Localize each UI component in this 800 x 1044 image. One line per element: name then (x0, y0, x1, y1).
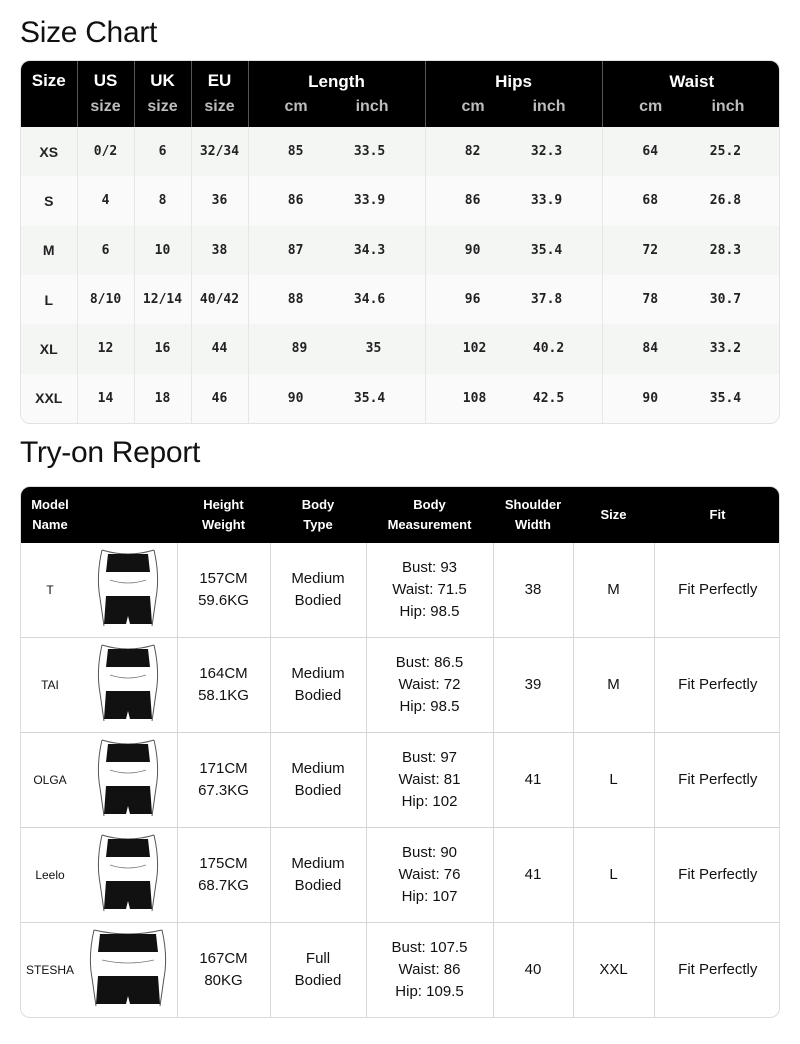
cell-height-weight (177, 637, 270, 732)
header-height-weight: Height Weight (201, 497, 246, 532)
length-cm: 88 (287, 292, 304, 308)
cell-waist (602, 127, 780, 176)
cell-uk: 16 (134, 324, 191, 373)
cell-eu: 36 (191, 176, 248, 225)
body-type-line-1: Medium (291, 664, 345, 682)
bust-value: Bust: 86.5 (395, 653, 464, 671)
hips-inch: 35.4 (530, 242, 563, 258)
bust-value: Bust: 90 (401, 843, 458, 861)
cell-uk: 10 (134, 226, 191, 275)
header-length: Length cm inch (248, 61, 425, 127)
cell-body-type (270, 922, 366, 1017)
waist-cm: 68 (642, 193, 659, 209)
body-figure-icon (88, 831, 168, 919)
length-cm: 86 (287, 193, 304, 209)
cell-model-name: OLGA (21, 732, 79, 827)
size-row (21, 324, 780, 373)
body-type-line-2: Bodied (294, 781, 342, 799)
header-us: US size (77, 61, 134, 127)
cell-size: L (573, 732, 654, 827)
waist-value: Waist: 71.5 (392, 580, 467, 598)
cell-eu: 44 (191, 324, 248, 373)
hip-value: Hip: 107 (401, 887, 458, 905)
hip-value: Hip: 98.5 (399, 697, 460, 715)
cell-size: M (21, 226, 77, 275)
cell-model-figure (79, 922, 177, 1017)
hips-inch: 37.8 (530, 292, 563, 308)
cell-us: 6 (77, 226, 134, 275)
cell-length (248, 374, 425, 423)
size-chart-table (20, 60, 780, 424)
header-fit: Fit (709, 507, 726, 522)
body-figure-icon (88, 641, 168, 729)
length-cm: 87 (287, 242, 304, 258)
length-inch: 34.3 (353, 242, 386, 258)
size-row (21, 127, 780, 176)
body-type-line-1: Medium (291, 759, 345, 777)
cell-body-measurement (366, 637, 493, 732)
hip-value: Hip: 102 (401, 792, 458, 810)
body-type-line-1: Full (305, 949, 331, 967)
tryon-report-table (20, 486, 780, 1018)
cell-eu: 32/34 (191, 127, 248, 176)
cell-fit: Fit Perfectly (654, 827, 780, 922)
length-inch: 35 (365, 341, 382, 357)
waist-value: Waist: 72 (398, 675, 461, 693)
waist-inch: 25.2 (709, 144, 742, 160)
size-row (21, 226, 780, 275)
cell-height-weight (177, 827, 270, 922)
body-type-line-2: Bodied (294, 971, 342, 989)
size-chart-header-row (21, 61, 780, 127)
tryon-header-row (21, 487, 780, 543)
cell-model-name: TAI (21, 637, 79, 732)
header-body-type: Body Type (301, 497, 335, 532)
cell-us: 4 (77, 176, 134, 225)
cell-length (248, 176, 425, 225)
cell-hips (425, 226, 602, 275)
weight-value: 58.1KG (198, 686, 249, 704)
tryon-row (21, 732, 780, 827)
body-type-line-1: Medium (291, 569, 345, 587)
waist-value: Waist: 86 (398, 960, 461, 978)
cell-height-weight (177, 732, 270, 827)
hips-inch: 40.2 (532, 341, 565, 357)
cell-model-name: Leelo (21, 827, 79, 922)
weight-value: 68.7KG (198, 876, 249, 894)
header-figure (79, 487, 177, 543)
waist-inch: 35.4 (709, 390, 742, 406)
waist-cm: 64 (642, 144, 659, 160)
cell-us: 8/10 (77, 275, 134, 324)
cell-uk: 8 (134, 176, 191, 225)
cell-size: XXL (573, 922, 654, 1017)
cell-model-figure (79, 827, 177, 922)
cell-waist (602, 226, 780, 275)
cell-body-measurement (366, 827, 493, 922)
body-type-line-2: Bodied (294, 876, 342, 894)
waist-value: Waist: 81 (398, 770, 461, 788)
cell-size: XXL (21, 374, 77, 423)
header-model-name: Model Name (31, 497, 69, 532)
cell-body-measurement (366, 922, 493, 1017)
cell-height-weight (177, 922, 270, 1017)
hips-cm: 108 (462, 390, 487, 406)
waist-inch: 33.2 (709, 341, 742, 357)
body-figure-icon (88, 546, 168, 634)
length-inch: 34.6 (353, 292, 386, 308)
waist-inch: 26.8 (709, 193, 742, 209)
cell-eu: 40/42 (191, 275, 248, 324)
cell-body-type (270, 543, 366, 637)
cell-model-figure (79, 732, 177, 827)
cell-body-measurement (366, 732, 493, 827)
tryon-report-title: Try-on Report (20, 436, 201, 469)
cell-fit: Fit Perfectly (654, 543, 780, 637)
tryon-row (21, 922, 780, 1017)
cell-size: L (573, 827, 654, 922)
cell-waist (602, 324, 780, 373)
hips-cm: 96 (464, 292, 481, 308)
body-figure-icon (88, 926, 168, 1014)
cell-eu: 46 (191, 374, 248, 423)
cell-fit: Fit Perfectly (654, 637, 780, 732)
hip-value: Hip: 98.5 (399, 602, 460, 620)
cell-hips (425, 275, 602, 324)
cell-height-weight (177, 543, 270, 637)
cell-length (248, 226, 425, 275)
length-cm: 89 (291, 341, 308, 357)
cell-length (248, 275, 425, 324)
cell-hips (425, 176, 602, 225)
cell-uk: 18 (134, 374, 191, 423)
waist-cm: 90 (642, 390, 659, 406)
height-value: 164CM (199, 664, 248, 682)
cell-size: M (573, 637, 654, 732)
cell-model-figure (79, 637, 177, 732)
cell-body-type (270, 637, 366, 732)
hips-inch: 42.5 (532, 390, 565, 406)
waist-inch: 28.3 (709, 242, 742, 258)
cell-waist (602, 176, 780, 225)
header-eu: EU size (191, 61, 248, 127)
length-cm: 90 (287, 390, 304, 406)
length-inch: 33.5 (353, 144, 386, 160)
hips-inch: 33.9 (530, 193, 563, 209)
waist-value: Waist: 76 (398, 865, 461, 883)
bust-value: Bust: 107.5 (391, 938, 468, 956)
bust-value: Bust: 97 (401, 748, 458, 766)
waist-cm: 84 (642, 341, 659, 357)
size-chart-title: Size Chart (20, 16, 158, 49)
cell-fit: Fit Perfectly (678, 960, 758, 978)
cell-model-figure (79, 543, 177, 637)
cell-hips (425, 324, 602, 373)
header-uk: UK size (134, 61, 191, 127)
height-value: 157CM (199, 569, 248, 587)
header-body-measurement: Body Measurement (387, 497, 472, 532)
cell-body-type (270, 827, 366, 922)
cell-shoulder-width: 41 (493, 732, 573, 827)
weight-value: 80KG (204, 971, 243, 989)
body-type-line-2: Bodied (294, 686, 342, 704)
height-value: 167CM (199, 949, 248, 967)
cell-shoulder-width: 39 (493, 637, 573, 732)
cell-shoulder-width: 38 (493, 543, 573, 637)
cell-size: L (21, 275, 77, 324)
waist-cm: 72 (642, 242, 659, 258)
body-type-line-2: Bodied (294, 591, 342, 609)
height-value: 175CM (199, 854, 248, 872)
cell-body-measurement (366, 543, 493, 637)
cell-eu: 38 (191, 226, 248, 275)
height-value: 171CM (199, 759, 248, 777)
cell-model-name: T (21, 543, 79, 637)
hips-cm: 102 (462, 341, 487, 357)
cell-us: 14 (77, 374, 134, 423)
cell-size: S (21, 176, 77, 225)
waist-inch: 30.7 (709, 292, 742, 308)
cell-fit: Fit Perfectly (654, 732, 780, 827)
cell-shoulder-width: 40 (493, 922, 573, 1017)
cell-waist (602, 275, 780, 324)
length-inch: 35.4 (353, 390, 386, 406)
hips-cm: 86 (464, 193, 481, 209)
size-row (21, 374, 780, 423)
header-shoulder-width: Shoulder Width (504, 497, 562, 532)
hips-cm: 82 (464, 144, 481, 160)
body-figure-icon (88, 736, 168, 824)
cell-uk: 12/14 (134, 275, 191, 324)
weight-value: 67.3KG (198, 781, 249, 799)
tryon-row (21, 827, 780, 922)
cell-us: 0/2 (77, 127, 134, 176)
cell-size: M (573, 543, 654, 637)
cell-size: XS (21, 127, 77, 176)
cell-waist (602, 374, 780, 423)
tryon-row (21, 543, 780, 637)
hip-value: Hip: 109.5 (395, 982, 464, 1000)
header-size: Size (21, 61, 77, 127)
size-row (21, 275, 780, 324)
cell-length (248, 324, 425, 373)
cell-shoulder-width: 41 (493, 827, 573, 922)
hips-inch: 32.3 (530, 144, 563, 160)
cell-body-type (270, 732, 366, 827)
weight-value: 59.6KG (198, 591, 249, 609)
hips-cm: 90 (464, 242, 481, 258)
header-size: Size (600, 507, 627, 522)
cell-hips (425, 374, 602, 423)
length-cm: 85 (287, 144, 304, 160)
bust-value: Bust: 93 (401, 558, 458, 576)
tryon-row (21, 637, 780, 732)
cell-size: XL (21, 324, 77, 373)
header-waist: Waist cm inch (639, 72, 745, 115)
size-row (21, 176, 780, 225)
length-inch: 33.9 (353, 193, 386, 209)
body-type-line-1: Medium (291, 854, 345, 872)
waist-cm: 78 (642, 292, 659, 308)
cell-us: 12 (77, 324, 134, 373)
cell-model-name: STESHA (25, 962, 74, 977)
cell-hips (425, 127, 602, 176)
cell-length (248, 127, 425, 176)
header-hips: Hips cm inch (425, 61, 602, 127)
cell-uk: 6 (134, 127, 191, 176)
